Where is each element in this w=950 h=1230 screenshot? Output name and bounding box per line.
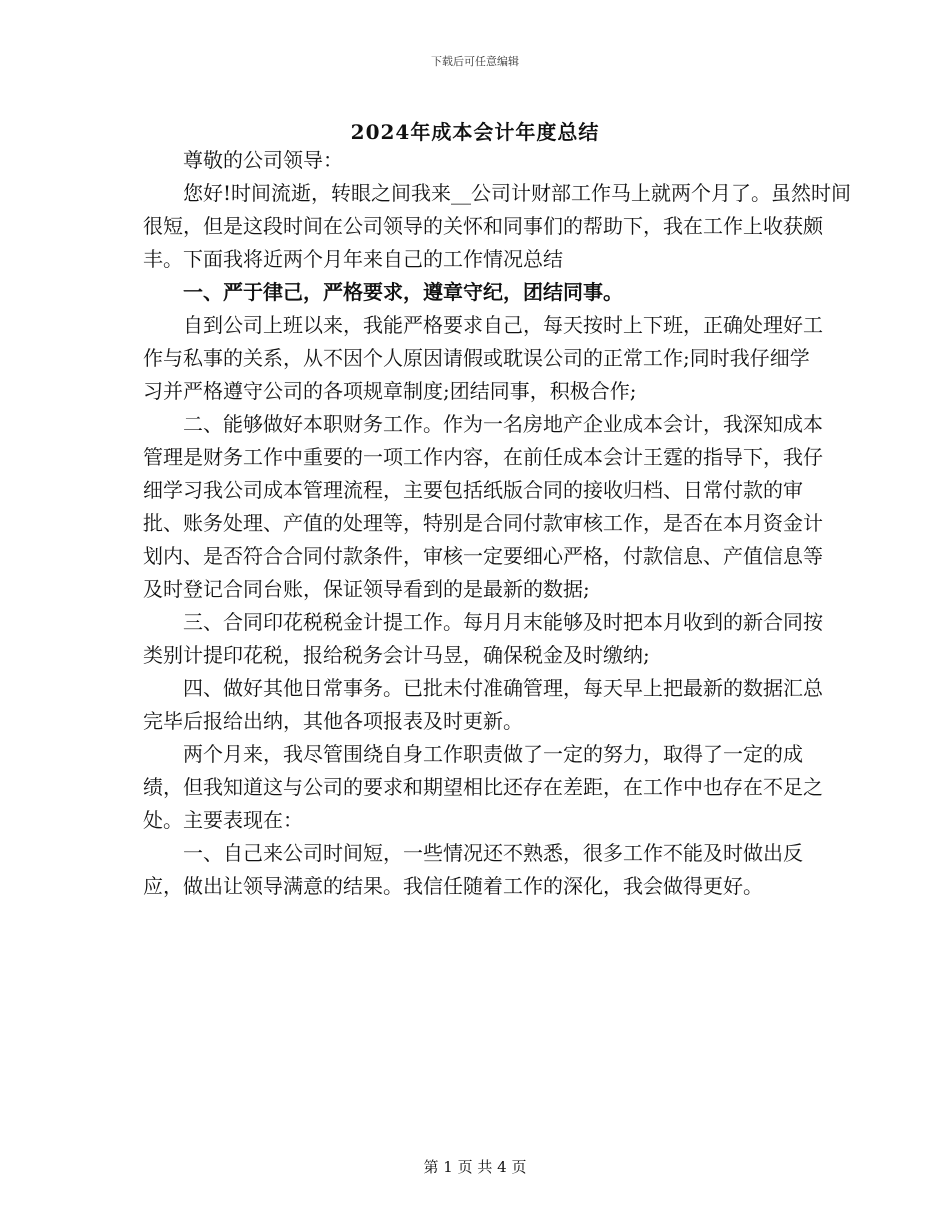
page-number: 第 1 页 共 4 页 xyxy=(423,1158,527,1176)
salutation-paragraph: 尊敬的公司领导： xyxy=(183,148,343,172)
header-note: 下载后可任意编辑 xyxy=(431,55,519,68)
document-title: 2024年成本会计年度总结 xyxy=(350,120,600,144)
body-paragraph: 二、能够做好本职财务工作。作为一名房地产企业成本会计，我深知成本管理是财务工作中重要的一项工作内容，在前任成本会计王霆的指导下，我仔细学习我公司成本管理流程，主要包括纸版合同的接收归档、日常付款的审批、账务处理、产值的处理等，特别是合同付款审核工作，是否在本月资金计划内、是否符合合同付款条件，审核一定要细心严格，付款信息、产值信息等及时登记合同台账，保证领导看到的是最新的数据; xyxy=(143,412,823,601)
section-heading-1: 一、严于律己，严格要求，遵章守纪，团结同事。 xyxy=(183,280,623,304)
body-paragraph: 一、自己来公司时间短，一些情况还不熟悉，很多工作不能及时做出反应，做出让领导满意的结果。我信任随着工作的深化，我会做得更好。 xyxy=(143,841,803,898)
body-paragraph: 两个月来，我尽管围绕自身工作职责做了一定的努力，取得了一定的成绩，但我知道这与公司的要求和期望相比还存在差距，在工作中也存在不足之处。主要表现在： xyxy=(143,742,823,832)
document-body xyxy=(143,144,852,903)
intro-paragraph: 您好!时间流逝，转眼之间我来__公司计财部工作马上就两个月了。虽然时间很短，但是这段时间在公司领导的关怀和同事们的帮助下，我在工作上收获颇丰。下面我将近两个月年来自己的工作情况总结 xyxy=(143,181,852,271)
body-paragraph: 自到公司上班以来，我能严格要求自己，每天按时上下班，正确处理好工作与私事的关系，从不因个人原因请假或耽误公司的正常工作;同时我仔细学习并严格遵守公司的各项规章制度;团结同事，积极合作; xyxy=(143,313,823,403)
body-paragraph: 三、合同印花税税金计提工作。每月月末能够及时把本月收到的新合同按类别计提印花税，报给税务会计马昱，确保税金及时缴纳; xyxy=(143,610,823,667)
body-paragraph: 四、做好其他日常事务。已批未付准确管理，每天早上把最新的数据汇总完毕后报给出纳，其他各项报表及时更新。 xyxy=(143,676,823,733)
